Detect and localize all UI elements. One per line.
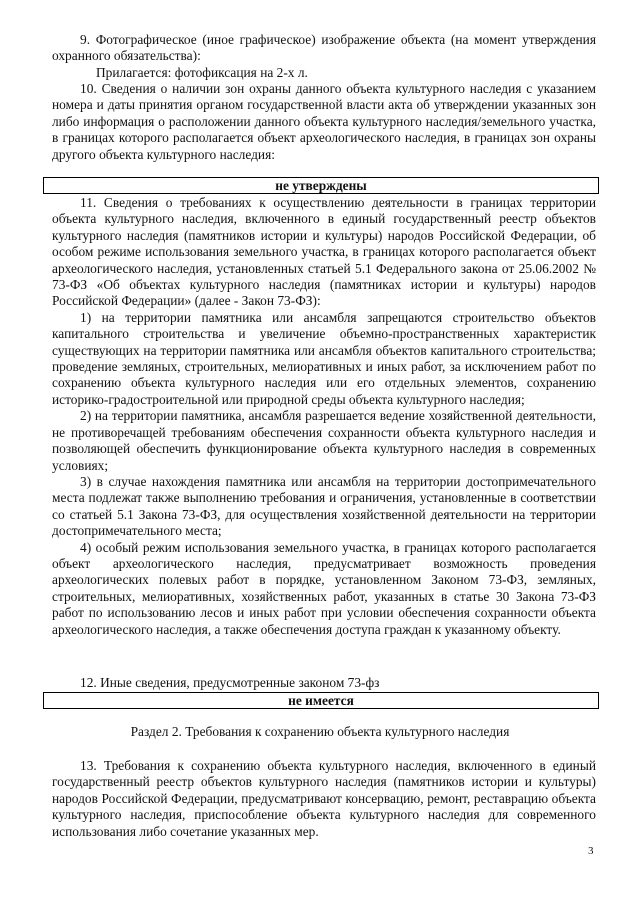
item-10-value-box: не утверждены — [43, 177, 599, 194]
item-11-intro: 11. Сведения о требованиях к осуществлению деятельности в границах территории объекта культурного наследия, включенного в единый государственный реестр объектов культурного наследия (памятников истории и культуры) народов Российской Федерации, об особом режиме использования земельного участка, в границах которого располагается объект археологического наследия, установленных статьей 5.1 Федерального закона от 25.06.2002 № 73-ФЗ «Об объектах культурного наследия (памятниках истории и культуры) народов Российской Федерации» (далее - Закон 73-ФЗ): — [52, 195, 596, 309]
page-number: 3 — [588, 845, 594, 857]
item-9-text: 9. Фотографическое (иное графическое) изображение объекта (на момент утверждения охранного обязательства): — [52, 32, 596, 64]
item-11-paragraph-2: 2) на территории памятника, ансамбля разрешается ведение хозяйственной деятельности, не противоречащей требованиям обеспечения сохранности объекта культурного наследия и позволяющей обеспечить функционирование объекта культурного наследия в современных условиях; — [52, 408, 596, 473]
item-12-value-box: не имеется — [43, 692, 599, 709]
item-13-text: 13. Требования к сохранению объекта культурного наследия, включенного в единый государственный реестр объектов культурного наследия (памятников истории и культуры) народов Российской Федерации, предусматривают консервацию, ремонт, реставрацию объекта культурного наследия, приспособление объекта культурного наследия для современного использования либо сочетание указанных мер. — [52, 758, 596, 839]
section-2-heading: Раздел 2. Требования к сохранению объекта культурного наследия — [130, 724, 510, 739]
item-10-text: 10. Сведения о наличии зон охраны данного объекта культурного наследия с указанием номера и даты принятия органом государственной власти акта об утверждении указанных зон либо информация о расположении данного объекта культурного наследия/земельного участка, в границах которого располагается объект археологического наследия, в границах зон охраны другого объекта культурного наследия: — [52, 81, 596, 162]
item-10 — [52, 81, 596, 163]
item-9 — [52, 32, 596, 81]
item-13 — [52, 758, 596, 840]
item-11-paragraph-4: 4) особый режим использования земельного участка, в границах которого располагается объект археологического наследия, предусматривает возможность проведения археологических полевых работ в порядке, установленном Законом 73-ФЗ, земляных, строительных, мелиоративных, хозяйственных работ, указанных в статье 30 Закона 73-ФЗ работ по использованию лесов и иных работ при условии обеспечения сохранности объекта археологического наследия, а также обеспечения доступа граждан к указанному объекту. — [52, 539, 596, 637]
item-11 — [52, 195, 596, 638]
item-12 — [52, 675, 596, 691]
item-11-paragraph-1: 1) на территории памятника или ансамбля запрещаются строительство объектов капитального строительства и увеличение объемно-пространственных характеристик существующих на территории памятника или ансамбля объектов капитального строительства; проведение земляных, строительных, мелиоративных и иных работ, за исключением работ по сохранению объекта культурного наследия или его отдельных элементов, сохранению историко-градостроительной или природной среды объекта культурного наследия; — [52, 309, 596, 407]
item-11-paragraph-3: 3) в случае нахождения памятника или ансамбля на территории достопримечательного места подлежат также выполнению требования и ограничения, установленные в соответствии со статьей 5.1 Закона 73-ФЗ, для осуществления хозяйственной деятельности на территории достопримечательного места; — [52, 473, 596, 539]
item-12-text: 12. Иные сведения, предусмотренные законом 73-фз — [80, 675, 380, 690]
item-9-attached: Прилагается: фотофиксация на 2-х л. — [96, 64, 308, 80]
